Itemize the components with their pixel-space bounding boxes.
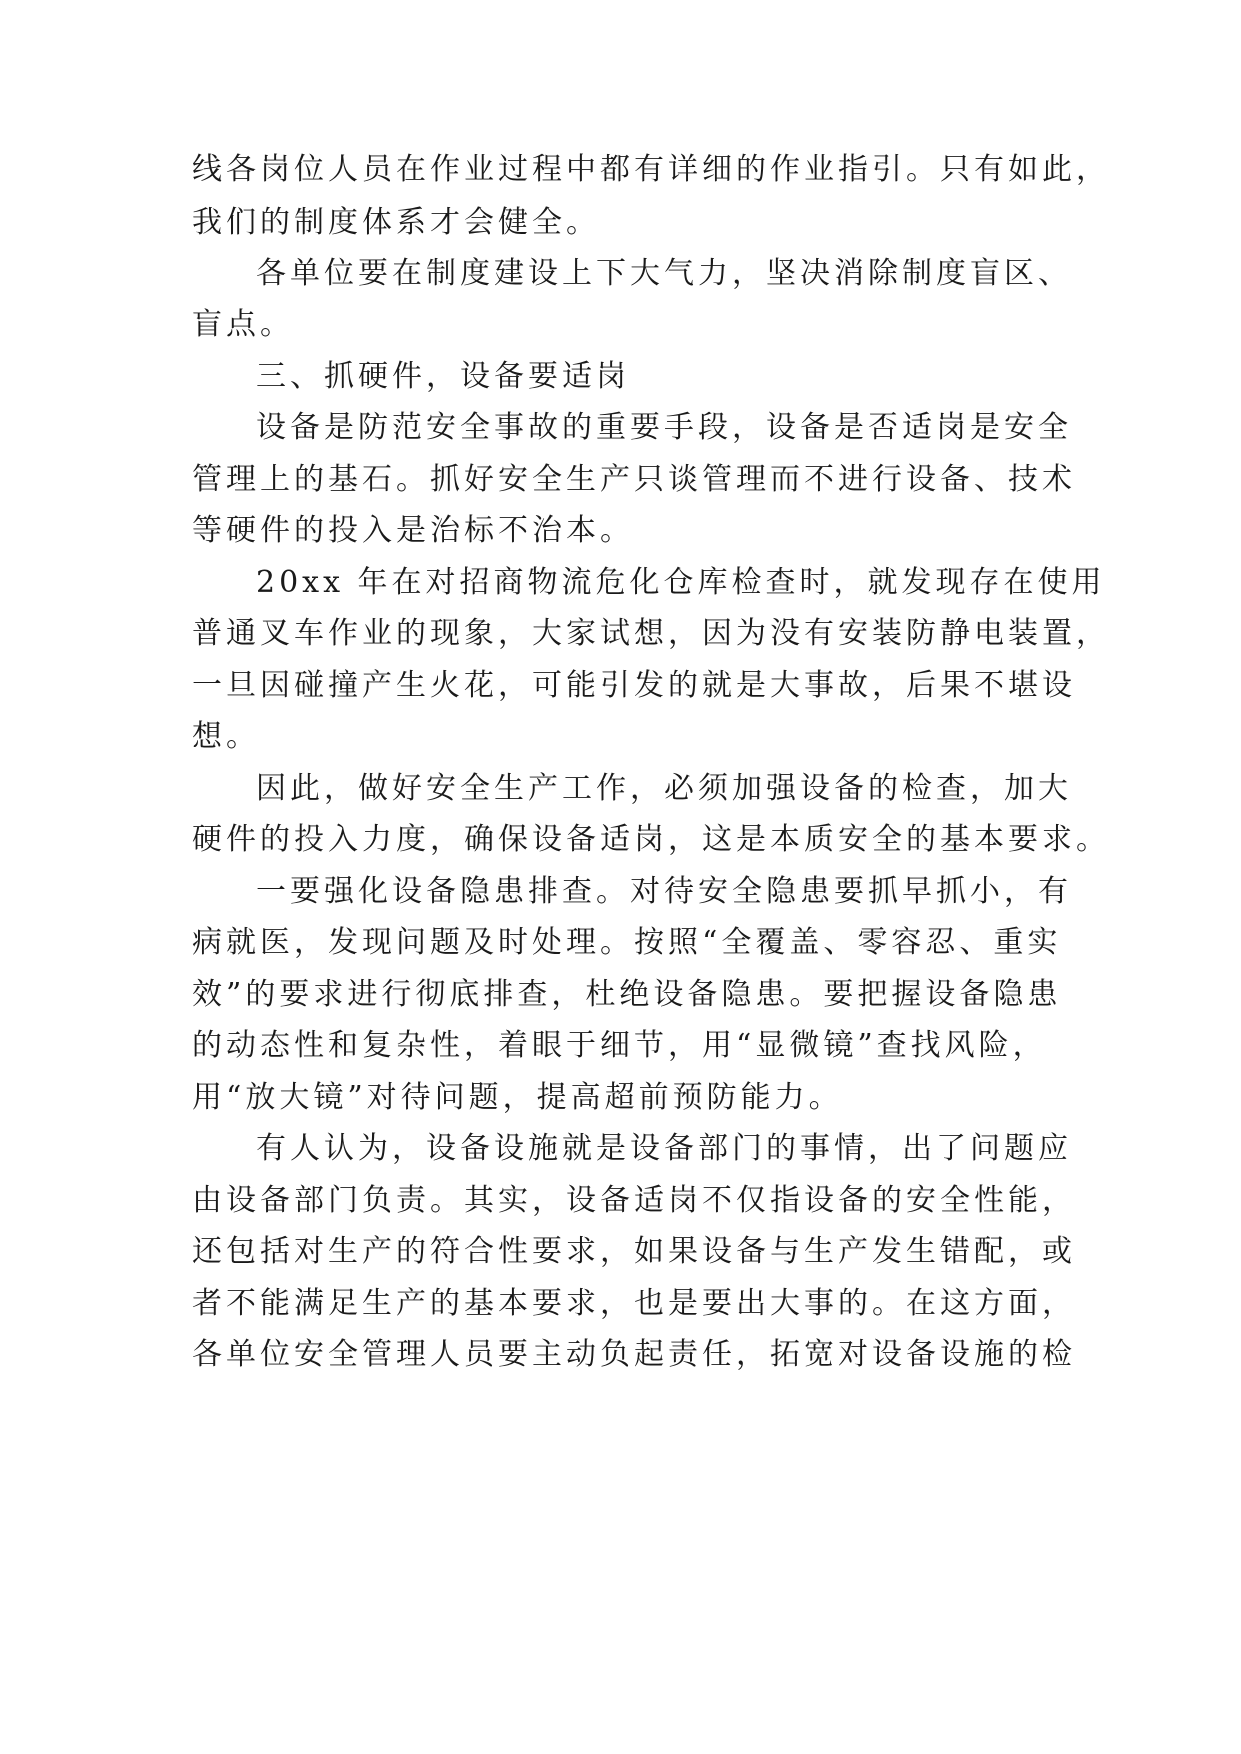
text-line: 线各岗位人员在作业过程中都有详细的作业指引。只有如此， bbox=[192, 152, 1110, 187]
text-line: 的动态性和复杂性，着眼于细节，用“显微镜”查找风险， bbox=[192, 1028, 1047, 1063]
text-line: 效”的要求进行彻底排查，杜绝设备隐患。要把握设备隐患 bbox=[192, 977, 1062, 1012]
paragraph-start-line: 一要强化设备隐患排查。对待安全隐患要抓早抓小，有 bbox=[256, 874, 1072, 909]
text-line: 用“放大镜”对待问题，提高超前预防能力。 bbox=[192, 1080, 843, 1115]
paragraph-start-line: 设备是防范安全事故的重要手段，设备是否适岗是安全 bbox=[256, 410, 1072, 445]
paragraph-start-line: 因此，做好安全生产工作，必须加强设备的检查，加大 bbox=[256, 771, 1072, 806]
paragraph-start-line: 20xx 年在对招商物流危化仓库检查时，就发现存在使用 bbox=[256, 565, 1106, 600]
text-line: 一旦因碰撞产生火花，可能引发的就是大事故，后果不堪设 bbox=[192, 668, 1076, 703]
text-line: 各单位安全管理人员要主动负起责任，拓宽对设备设施的检 bbox=[192, 1337, 1076, 1372]
text-line: 由设备部门负责。其实，设备适岗不仅指设备的安全性能， bbox=[192, 1183, 1076, 1218]
text-line: 病就医，发现问题及时处理。按照“全覆盖、零容忍、重实 bbox=[192, 925, 1062, 960]
text-line: 还包括对生产的符合性要求，如果设备与生产发生错配，或 bbox=[192, 1234, 1076, 1269]
paragraph-start-line: 各单位要在制度建设上下大气力，坚决消除制度盲区、 bbox=[256, 256, 1072, 291]
text-line: 硬件的投入力度，确保设备适岗，这是本质安全的基本要求。 bbox=[192, 822, 1110, 857]
text-line: 等硬件的投入是治标不治本。 bbox=[192, 513, 634, 548]
paragraph-start-line: 有人认为，设备设施就是设备部门的事情，出了问题应 bbox=[256, 1131, 1072, 1166]
text-line: 我们的制度体系才会健全。 bbox=[192, 205, 600, 240]
text-line: 想。 bbox=[192, 719, 260, 754]
text-line: 盲点。 bbox=[192, 307, 294, 342]
text-line: 普通叉车作业的现象，大家试想，因为没有安装防静电装置， bbox=[192, 616, 1110, 651]
text-line: 者不能满足生产的基本要求，也是要出大事的。在这方面， bbox=[192, 1286, 1076, 1321]
text-line: 管理上的基石。抓好安全生产只谈管理而不进行设备、技术 bbox=[192, 462, 1076, 497]
section-heading: 三、抓硬件，设备要适岗 bbox=[256, 359, 630, 394]
